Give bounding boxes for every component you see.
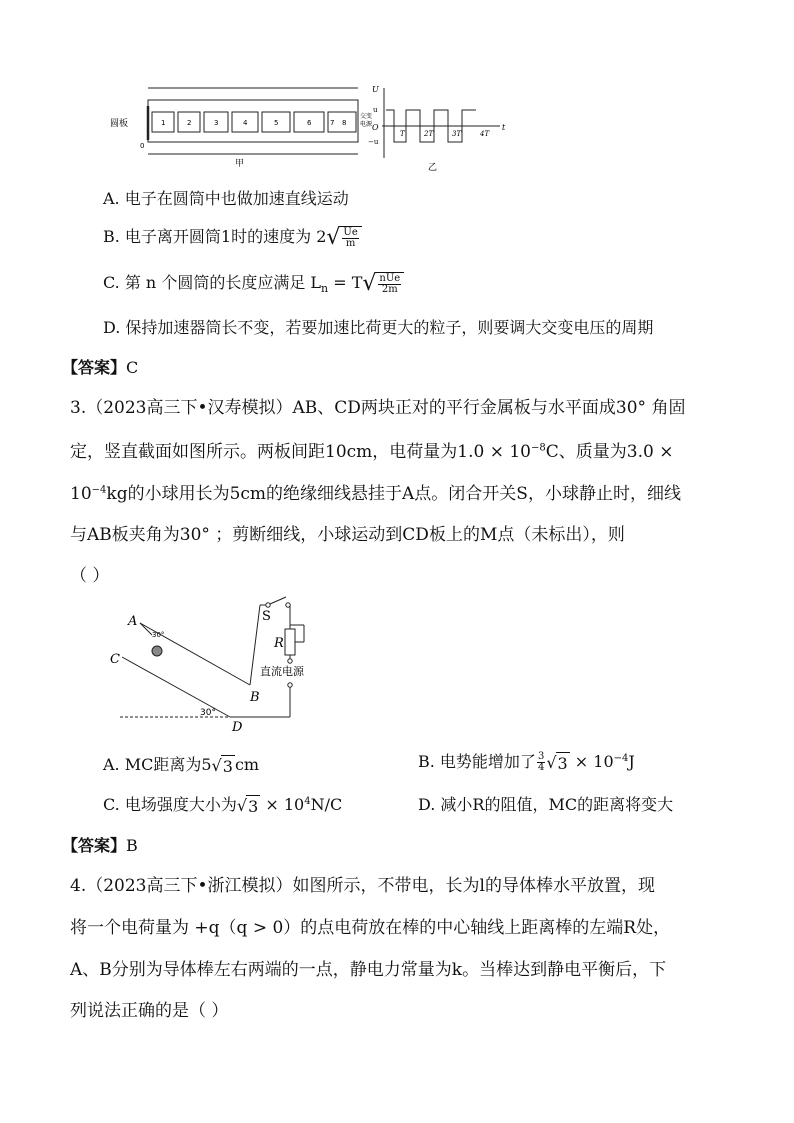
caption-right: 乙 [428, 163, 438, 173]
axis-u-label: U [372, 85, 379, 94]
plates-circuit-figure [110, 595, 350, 735]
frac-num: nUe [379, 273, 401, 284]
frac-den: m [345, 238, 356, 249]
q3-option-c: C. 电场强度大小为 √ 3 × $10^4N/C$ [103, 795, 343, 816]
frac-num: 3 [537, 751, 545, 763]
answer-label: 【答案】 [62, 836, 127, 855]
label-d: D [232, 720, 243, 735]
radicand: 3 [557, 754, 568, 773]
tube-number: 1 [161, 119, 166, 127]
q3-line-2b: C、质量为3.0 × [545, 442, 674, 462]
tube-number: 2 [187, 119, 192, 127]
q3-line-2 [70, 442, 673, 462]
q3-line-2a: 定，竖直截面如图所示。两板间距10cm，电荷量为1.0 × 10 [70, 442, 531, 462]
accelerator-figure [110, 78, 510, 178]
label-a: A [128, 614, 138, 629]
power-source-label: 直流电源 [260, 665, 304, 678]
q2-option-b-prefix: B. 电子离开圆筒1时的速度为 2 [103, 227, 327, 246]
q3-answer [62, 836, 138, 855]
answer-label: 【答案】 [62, 358, 127, 377]
q2-option-c-mid: = T [328, 273, 363, 292]
caption-left: 甲 [235, 159, 245, 169]
q2-option-c: C. 第 n 个圆筒的长度应满足 $L_n = T$ √ $\frac{\text{nUe}}{2m}$ [103, 272, 404, 295]
q2-answer [62, 358, 138, 377]
answer-value: B [126, 836, 138, 855]
u-level: u [373, 106, 378, 114]
label-c: C [110, 652, 120, 667]
left-label: 圆板 [110, 119, 129, 129]
answer-value: C [126, 358, 139, 377]
q4-line-1: 4.（2023高三下•浙江模拟）如图所示，不带电，长为l的导体棒水平放置，现 [70, 876, 655, 896]
times: × 10 [569, 752, 614, 772]
subscript-n: n [321, 282, 329, 296]
q3-option-d: D. 减小R的阻值，MC的距离将变大 [418, 795, 674, 814]
zero-label: 0 [140, 142, 145, 150]
exponent: −8 [531, 442, 546, 454]
origin-label: O [372, 123, 379, 132]
q3-option-b-prefix: B. 电势能增加了 [418, 752, 536, 772]
exponent: 4 [304, 795, 311, 807]
q3-option-b: B. 电势能增加了 $\frac{3}{4}$ √ 3 × $10^{-4}J$ [418, 751, 635, 774]
tube-number: 7 [330, 119, 335, 127]
times: × 10 [260, 795, 305, 815]
q2-option-a: A. 电子在圆筒中也做加速直线运动 [103, 189, 349, 208]
q3-option-a-prefix: A. MC距离为5 [103, 755, 212, 775]
exponent: −4 [91, 484, 107, 496]
tick-label: T [400, 130, 405, 138]
tick-label: 3T [452, 130, 462, 138]
exponent: −4 [613, 752, 629, 764]
source-label-bottom: 电源 [360, 121, 373, 128]
neg-u-level: −u [368, 138, 379, 146]
angle-label-bottom: 30° [200, 708, 216, 718]
tick-label: 4T [480, 130, 490, 138]
tube-number: 6 [307, 119, 312, 127]
q4-line-3: A、B分别为导体棒左右两端的一点，静电力常量为k。当棒达到静电平衡后，下 [70, 960, 667, 980]
unit: cm [234, 755, 260, 775]
q2-option-c-prefix: C. 第 n 个圆筒的长度应满足 L [103, 273, 322, 292]
radicand: 3 [222, 757, 233, 776]
q3-option-c-prefix: C. 电场强度大小为 [103, 795, 237, 815]
label-b: B [250, 690, 260, 705]
q3-line-3b: kg的小球用长为5cm的绝缘细线悬挂于A点。闭合开关S，小球静止时，细线 [106, 484, 681, 504]
tube-number: 8 [342, 119, 347, 127]
q2-option-b: B. 电子离开圆筒1时的速度为 2 √ $\frac{Ue}{m}$ [103, 226, 362, 249]
frac-den: 2m [381, 284, 398, 295]
angle-label-top: 30° [152, 631, 165, 639]
q3-line-5: （ ） [70, 566, 110, 586]
label-r: R [274, 636, 284, 651]
frac-den: 4 [537, 762, 545, 774]
charged-ball [152, 646, 162, 656]
tube-number: 4 [243, 119, 248, 127]
q4-line-2: 将一个电荷量为 +q（q > 0）的点电荷放在棒的中心轴线上距离棒的左端R处， [70, 918, 671, 938]
q3-line-3a: 10 [70, 484, 92, 504]
q3-line-4: 与AB板夹角为30° ；剪断细线，小球运动到CD板上的M点（未标出），则 [70, 525, 625, 545]
axis-t-label: t [502, 123, 506, 132]
q3-option-a: A. MC距离为5 √ 3 cm [103, 755, 260, 776]
q4-line-4: 列说法正确的是（ ） [70, 1001, 229, 1021]
radicand: 3 [248, 797, 259, 816]
unit: N/C [310, 795, 343, 815]
tick-label: 2T [424, 130, 434, 138]
label-s: S [262, 609, 271, 624]
source-label-top: 交变 [360, 113, 373, 120]
q3-line-1: 3.（2023高三下•汉寿模拟）AB、CD两块正对的平行金属板与水平面成30° 角固 [70, 398, 686, 418]
unit: J [628, 752, 635, 772]
tube-number: 5 [274, 119, 279, 127]
tube-number: 3 [214, 119, 219, 127]
q3-line-3 [70, 484, 681, 504]
frac-num: Ue [343, 227, 358, 238]
q2-option-d: D. 保持加速器筒长不变，若要加速比荷更大的粒子，则要调大交变电压的周期 [103, 318, 654, 337]
